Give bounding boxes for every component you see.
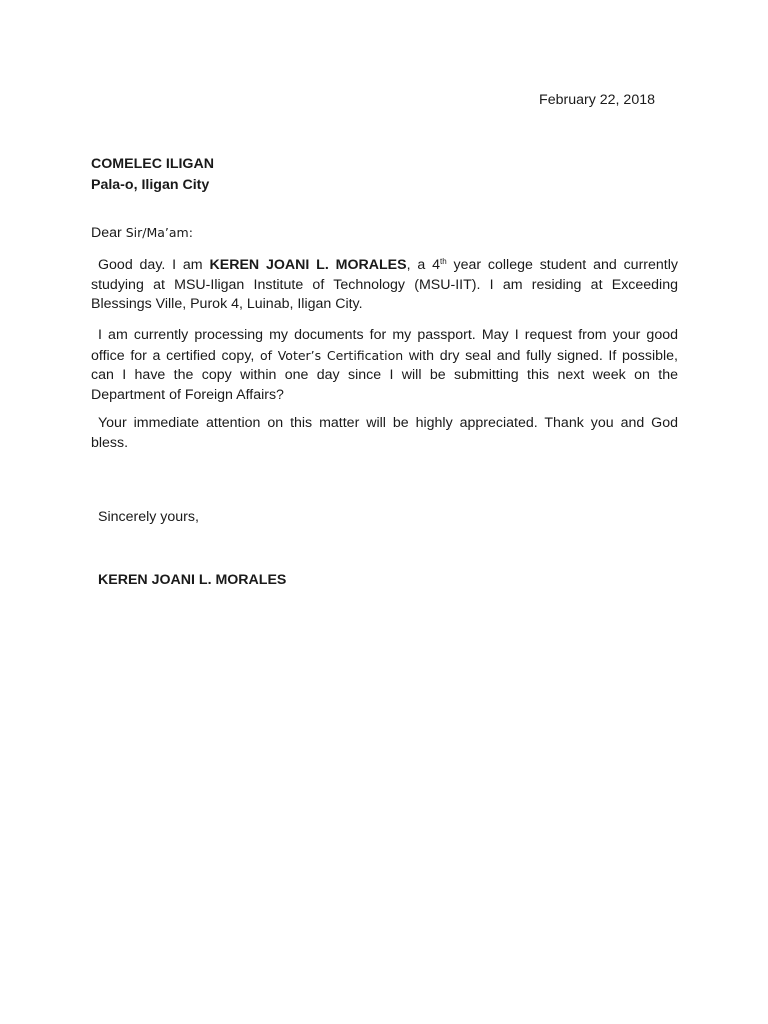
paragraph-request: [91, 326, 678, 405]
paragraph2-start: I am currently processing my documents for my passport. May I request from your good office for a certified copy,: [91, 327, 678, 364]
paragraph1-rest: year college student and currently studying at MSU-Iligan Institute of Technology (MSU-IIT). I am residing at Exceeding Blessings Ville, Purok 4, Luinab, Iligan City.: [91, 257, 678, 312]
salutation-addressee: Sir/Ma’am:: [125, 225, 193, 240]
paragraph-closing-remarks: [91, 414, 678, 453]
paragraph1-mid: , a 4: [406, 257, 440, 273]
recipient-name: COMELEC ILIGAN: [91, 156, 214, 172]
paragraph-introduction: [91, 256, 678, 315]
paragraph1-intro: Good day. I am: [98, 257, 203, 273]
paragraph3-text: Your immediate attention on this matter will be highly appreciated. Thank you and God bless.: [91, 415, 678, 451]
complimentary-close: Sincerely yours,: [98, 509, 199, 525]
paragraph1-name: KEREN JOANI L. MORALES: [209, 257, 407, 273]
recipient-address: Pala-o, Iligan City: [91, 177, 210, 193]
paragraph2-document: of Voter’s Certification: [259, 347, 404, 363]
signature-name: KEREN JOANI L. MORALES: [98, 572, 287, 588]
letter-date: February 22, 2018: [539, 92, 655, 108]
paragraph1-ordinal: th: [439, 257, 447, 266]
salutation: [91, 225, 193, 241]
salutation-dear: Dear: [91, 225, 122, 241]
recipient-block: [91, 154, 214, 196]
paragraph2-end: with dry seal and fully signed. If possible, can I have the copy within one day since I will be submitting this next week on the Department of Foreign Affairs?: [91, 347, 678, 403]
